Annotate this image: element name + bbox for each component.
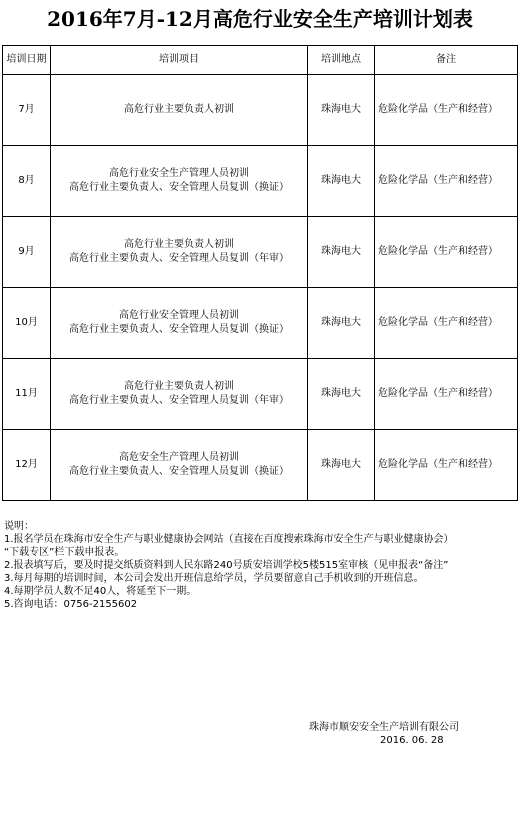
table-row [3,75,518,146]
project-line: 高危行业主要负责人、安全管理人员复训（换证） [69,324,289,335]
project-line: 高危行业主要负责人、安全管理人员复训（换证） [69,466,289,477]
cell-month: 8月 [3,146,51,217]
header-project: 培训项目 [51,46,308,75]
table-header-row [3,46,518,75]
cell-location: 珠海电大 [308,217,375,288]
project-line: 高危行业主要负责人、安全管理人员复训（年审） [69,253,289,264]
training-plan-table [2,45,518,501]
project-line: 高危行业主要负责人初训 [124,381,234,392]
cell-project [51,288,308,359]
note-line: “下载专区”栏下载申报表。 [4,547,125,558]
cell-month: 10月 [3,288,51,359]
cell-note: 危险化学品（生产和经营） [375,430,518,501]
cell-note: 危险化学品（生产和经营） [375,75,518,146]
cell-location: 珠海电大 [308,359,375,430]
note-line: 2.报表填写后，要及时提交纸质资料到人民东路240号质安培训学校5楼515室审核（见申报表“备注” [4,560,449,571]
header-date: 培训日期 [3,46,51,75]
header-location: 培训地点 [308,46,375,75]
cell-note: 危险化学品（生产和经营） [375,359,518,430]
table-row [3,359,518,430]
cell-month: 12月 [3,430,51,501]
project-line: 高危行业主要负责人、安全管理人员复训（换证） [69,182,289,193]
cell-location: 珠海电大 [308,430,375,501]
cell-month: 11月 [3,359,51,430]
header-note: 备注 [375,46,518,75]
page-title: 2016年7月-12月高危行业安全生产培训计划表 [47,7,473,31]
project-line: 高危行业主要负责人初训 [124,104,234,115]
note-line: 5.咨询电话：0756-2155602 [4,599,138,610]
cell-location: 珠海电大 [308,288,375,359]
cell-project [51,146,308,217]
cell-project [51,217,308,288]
cell-note: 危险化学品（生产和经营） [375,146,518,217]
project-line: 高危行业安全生产管理人员初训 [109,168,249,179]
note-line: 4.每期学员人数不足40人，将延至下一期。 [4,586,197,597]
cell-note: 危险化学品（生产和经营） [375,288,518,359]
note-line: 3.每月每期的培训时间，本公司会发出开班信息给学员，学员要留意自己手机收到的开班信息。 [4,573,424,584]
notes-section [4,520,518,611]
cell-location: 珠海电大 [308,75,375,146]
cell-month: 9月 [3,217,51,288]
project-line: 高危行业主要负责人、安全管理人员复训（年审） [69,395,289,406]
project-line: 高危行业主要负责人初训 [124,239,234,250]
issue-date: 2016. 06. 28 [380,735,444,746]
cell-project [51,430,308,501]
project-line: 高危安全生产管理人员初训 [119,452,239,463]
table-row [3,430,518,501]
table-row [3,288,518,359]
cell-note: 危险化学品（生产和经营） [375,217,518,288]
table-row [3,217,518,288]
cell-project [51,75,308,146]
notes-heading: 说明： [4,521,34,532]
cell-month: 7月 [3,75,51,146]
note-line: 1.报名学员在珠海市安全生产与职业健康协会网站（直接在百度搜索珠海市安全生产与职业健康协会） [4,534,454,545]
project-line: 高危行业安全管理人员初训 [119,310,239,321]
company-name: 珠海市顺安安全生产培训有限公司 [309,722,459,733]
cell-location: 珠海电大 [308,146,375,217]
cell-project [51,359,308,430]
table-row [3,146,518,217]
